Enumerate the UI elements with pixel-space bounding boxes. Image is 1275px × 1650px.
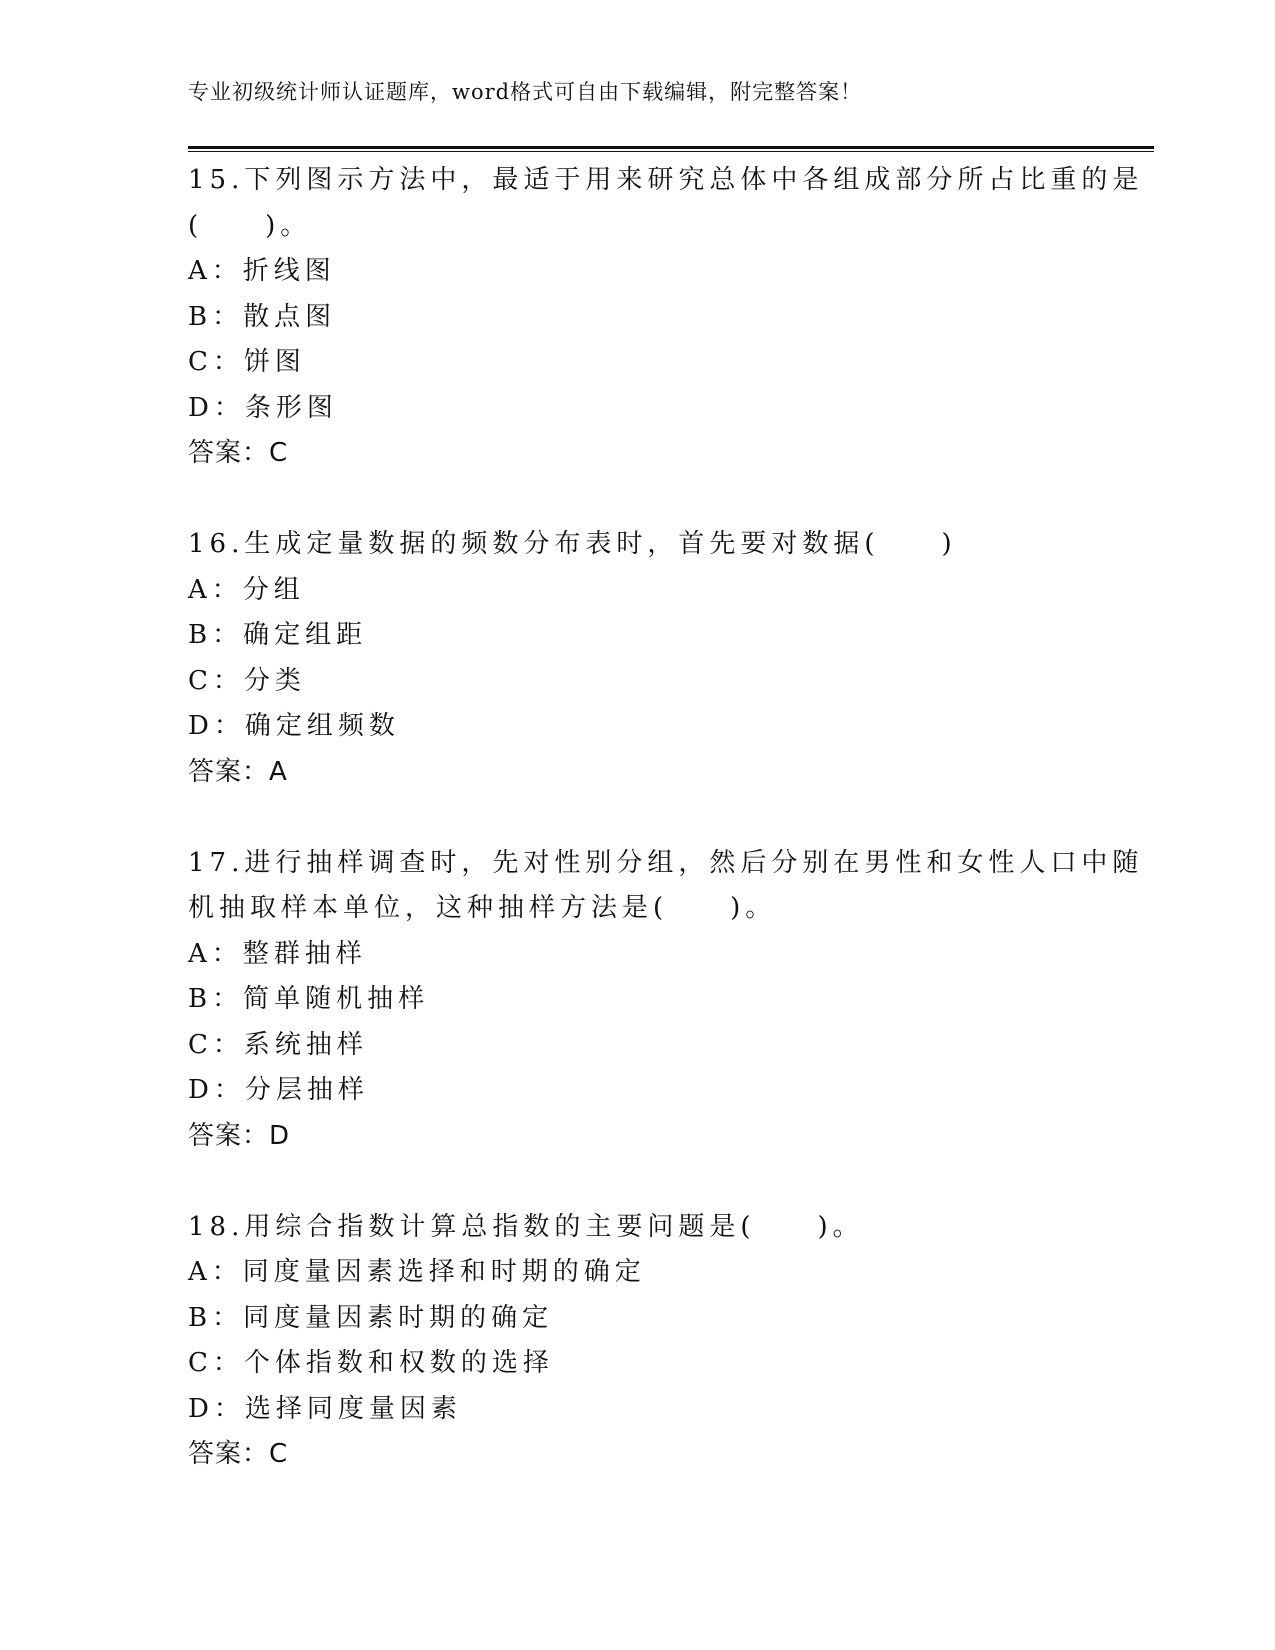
option-b: B：简单随机抽样 [188,984,430,1014]
option-c: C：个体指数和权数的选择 [188,1348,554,1378]
option-d: D：选择同度量因素 [188,1393,462,1424]
option-b: B：确定组距 [188,620,368,650]
header-divider [188,146,1154,152]
option-b: B：同度量因素时期的确定 [188,1302,554,1333]
option-c: C：饼图 [188,347,306,377]
option-a: A：整群抽样 [188,938,367,969]
question-16 [188,522,1088,795]
question-stem-line: 18.用综合指数计算总指数的主要问题是( )。 [188,1211,864,1242]
page-header: 专业初级统计师认证题库，word格式可自由下载编辑，附完整答案！ [188,80,863,104]
option-d: D：分层抽样 [188,1075,369,1105]
question-stem-line: 15.下列图示方法中，最适于用来研究总体中各组成部分所占比重的是 [188,165,1144,195]
answer: 答案：D [188,1120,291,1151]
option-a: A：同度量因素选择和时期的确定 [188,1257,646,1287]
question-18 [188,1205,1088,1478]
option-a: A：分组 [188,574,305,605]
spacer [188,1159,1088,1205]
question-15 [188,158,1144,477]
answer: 答案：A [188,756,288,787]
answer: 答案：C [188,438,289,468]
question-stem-line: ( )。 [188,210,312,241]
answer: 答案：C [188,1439,289,1469]
spacer [188,795,1088,841]
question-stem-line: 17.进行抽样调查时，先对性别分组，然后分别在男性和女性人口中随 [188,847,1144,878]
option-d: D：确定组频数 [188,711,400,741]
option-c: C：系统抽样 [188,1029,368,1060]
question-list [188,158,1144,1478]
question-stem-line: 16.生成定量数据的频数分布表时，首先要对数据( ) [188,529,957,559]
option-b: B：散点图 [188,301,337,332]
option-c: C：分类 [188,665,306,696]
question-17 [188,841,1144,1160]
option-d: D：条形图 [188,392,338,423]
question-stem-line: 机抽取样本单位，这种抽样方法是( )。 [188,893,777,923]
spacer [188,477,1088,523]
option-a: A：折线图 [188,256,336,286]
